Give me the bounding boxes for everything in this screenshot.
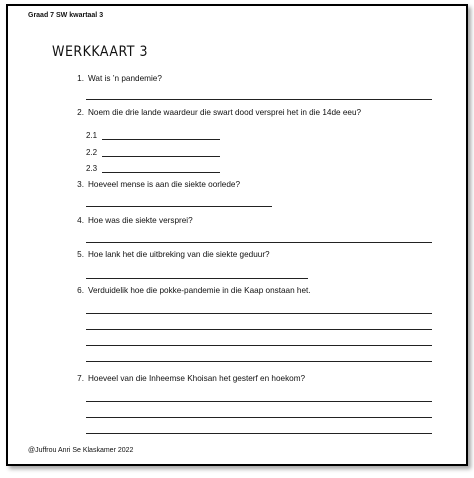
- question-number: 5.: [77, 250, 84, 259]
- answer-line-6c[interactable]: [86, 345, 432, 346]
- subitem-2-2-label: 2.2: [86, 148, 98, 157]
- answer-line-6b[interactable]: [86, 329, 432, 330]
- answer-line-2-3[interactable]: [102, 172, 220, 173]
- question-7: [70, 374, 305, 383]
- answer-line-4[interactable]: [86, 242, 432, 243]
- answer-line-2-2[interactable]: [102, 156, 220, 157]
- question-text: Verduidelik hoe die pokke-pandemie in die Kaap onstaan het.: [88, 286, 311, 295]
- worksheet-title: WERKKAART 3: [52, 44, 148, 60]
- question-6: [70, 286, 311, 295]
- question-1: [70, 74, 162, 83]
- answer-line-7c[interactable]: [86, 433, 432, 434]
- answer-line-3[interactable]: [86, 206, 272, 207]
- worksheet-page: [6, 4, 468, 466]
- answer-line-5[interactable]: [86, 278, 308, 279]
- question-3: [70, 180, 240, 189]
- question-text: Hoe lank het die uitbreking van die siekte geduur?: [88, 250, 270, 259]
- footer-copyright: @Juffrou Anri Se Klaskamer 2022: [28, 447, 134, 454]
- question-number: 2.: [77, 108, 84, 117]
- question-number: 6.: [77, 286, 84, 295]
- question-text: Hoe was die siekte versprei?: [88, 216, 193, 225]
- answer-line-7b[interactable]: [86, 417, 432, 418]
- answer-line-1[interactable]: [86, 99, 432, 100]
- question-text: Hoeveel mense is aan die siekte oorlede?: [88, 180, 241, 189]
- question-5: [70, 250, 270, 259]
- answer-line-7a[interactable]: [86, 401, 432, 402]
- answer-line-2-1[interactable]: [102, 139, 220, 140]
- question-text: Noem die drie lande waardeur die swart dood versprei het in die 14de eeu?: [88, 108, 362, 117]
- question-text: Wat is ’n pandemie?: [88, 74, 162, 83]
- question-number: 1.: [77, 74, 84, 83]
- question-2: [70, 108, 361, 117]
- subitem-2-1-label: 2.1: [86, 131, 98, 140]
- question-number: 7.: [77, 374, 84, 383]
- question-number: 3.: [77, 180, 84, 189]
- header-grade-label: Graad 7 SW kwartaal 3: [28, 12, 104, 19]
- question-4: [70, 216, 193, 225]
- answer-line-6d[interactable]: [86, 361, 432, 362]
- question-number: 4.: [77, 216, 84, 225]
- subitem-2-3-label: 2.3: [86, 164, 98, 173]
- question-text: Hoeveel van die Inheemse Khoisan het gesterf en hoekom?: [88, 374, 306, 383]
- answer-line-6a[interactable]: [86, 313, 432, 314]
